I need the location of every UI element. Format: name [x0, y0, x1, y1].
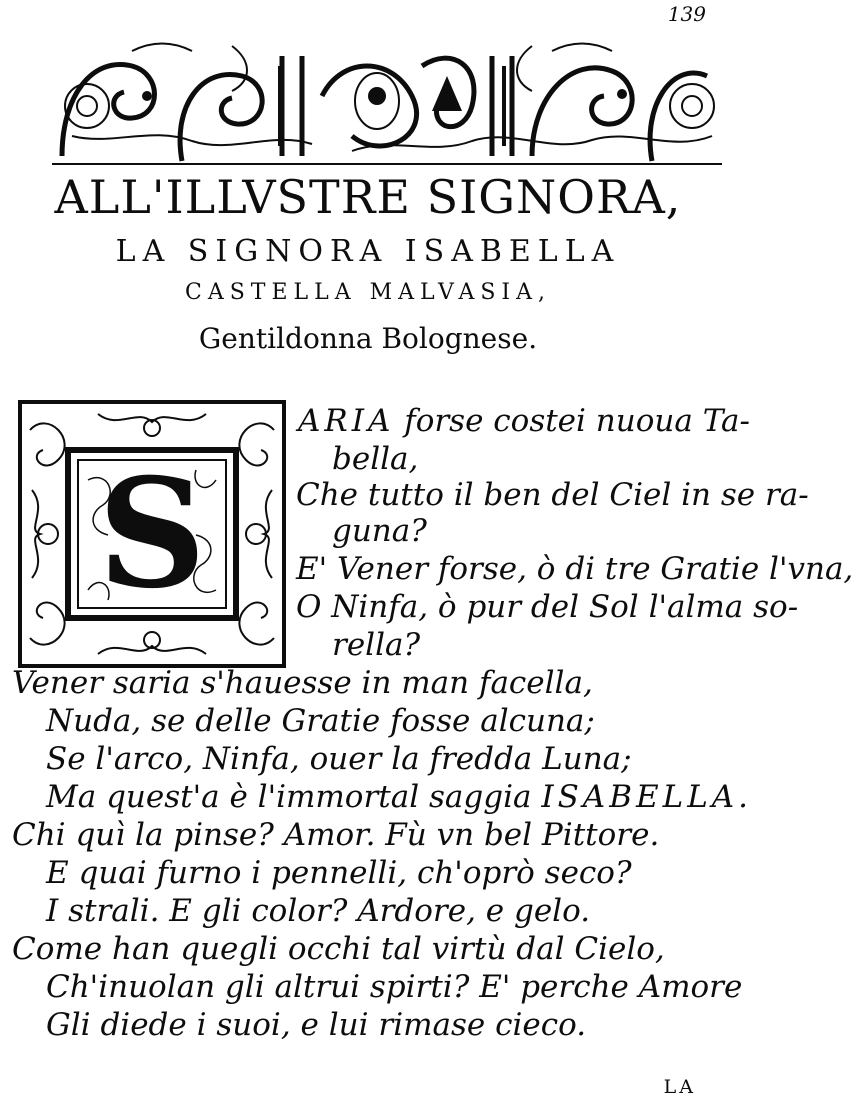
verse-line-12: Come han quegli occhi tal virtù dal Cielo,	[12, 931, 665, 967]
verse-line-9: Chi quì la pinse? Amor. Fù vn bel Pittore.	[12, 817, 660, 853]
verse-name-caps: ISABELLA.	[541, 779, 753, 815]
heading-line-3: CASTELLA MALVASIA,	[185, 280, 551, 305]
verse-line-1	[298, 402, 750, 440]
verse-line-11: I strali. E gli color? Ardore, e gelo.	[46, 893, 591, 929]
verse-line-8-text: Ma quest'a è l'immortal saggia	[46, 779, 542, 815]
verse-line-1b: bella,	[332, 441, 419, 477]
verse-line-2b: guna?	[332, 513, 427, 549]
verse-line-2: Che tutto il ben del Ciel in se ra-	[296, 477, 809, 513]
verse-opening-caps: ARIA	[298, 403, 395, 439]
verse-line-10: E quai furno i pennelli, ch'oprò seco?	[46, 855, 632, 891]
verse-line-4b: rella?	[332, 627, 421, 663]
catchword: LA	[663, 1076, 696, 1098]
verse-line-4: O Ninfa, ò pur del Sol l'alma so-	[296, 589, 799, 625]
heading-line-2: LA SIGNORA ISABELLA	[115, 234, 621, 269]
verse-line-1-text: forse costei nuoua Ta-	[394, 403, 750, 439]
initial-letter: S	[97, 446, 207, 622]
heading-line-1: ALL'ILLVSTRE SIGNORA,	[54, 170, 682, 224]
verse-line-6: Nuda, se delle Gratie fosse alcuna;	[46, 703, 595, 739]
page-number: 139	[667, 2, 706, 26]
heading-line-4: Gentildonna Bolognese.	[198, 322, 538, 355]
verse-line-13: Ch'inuolan gli altrui spirti? E' perche Amore	[46, 969, 743, 1005]
verse-line-14: Gli diede i suoi, e lui rimase cieco.	[46, 1007, 587, 1043]
woodcut-headpiece	[52, 36, 722, 171]
decorated-initial	[18, 400, 286, 668]
verse-line-8	[46, 778, 752, 816]
verse-line-7: Se l'arco, Ninfa, ouer la fredda Luna;	[46, 741, 632, 777]
verse-line-5: Vener saria s'hauesse in man facella,	[12, 665, 593, 701]
verse-line-3: E' Vener forse, ò di tre Gratie l'vna,	[296, 551, 853, 587]
